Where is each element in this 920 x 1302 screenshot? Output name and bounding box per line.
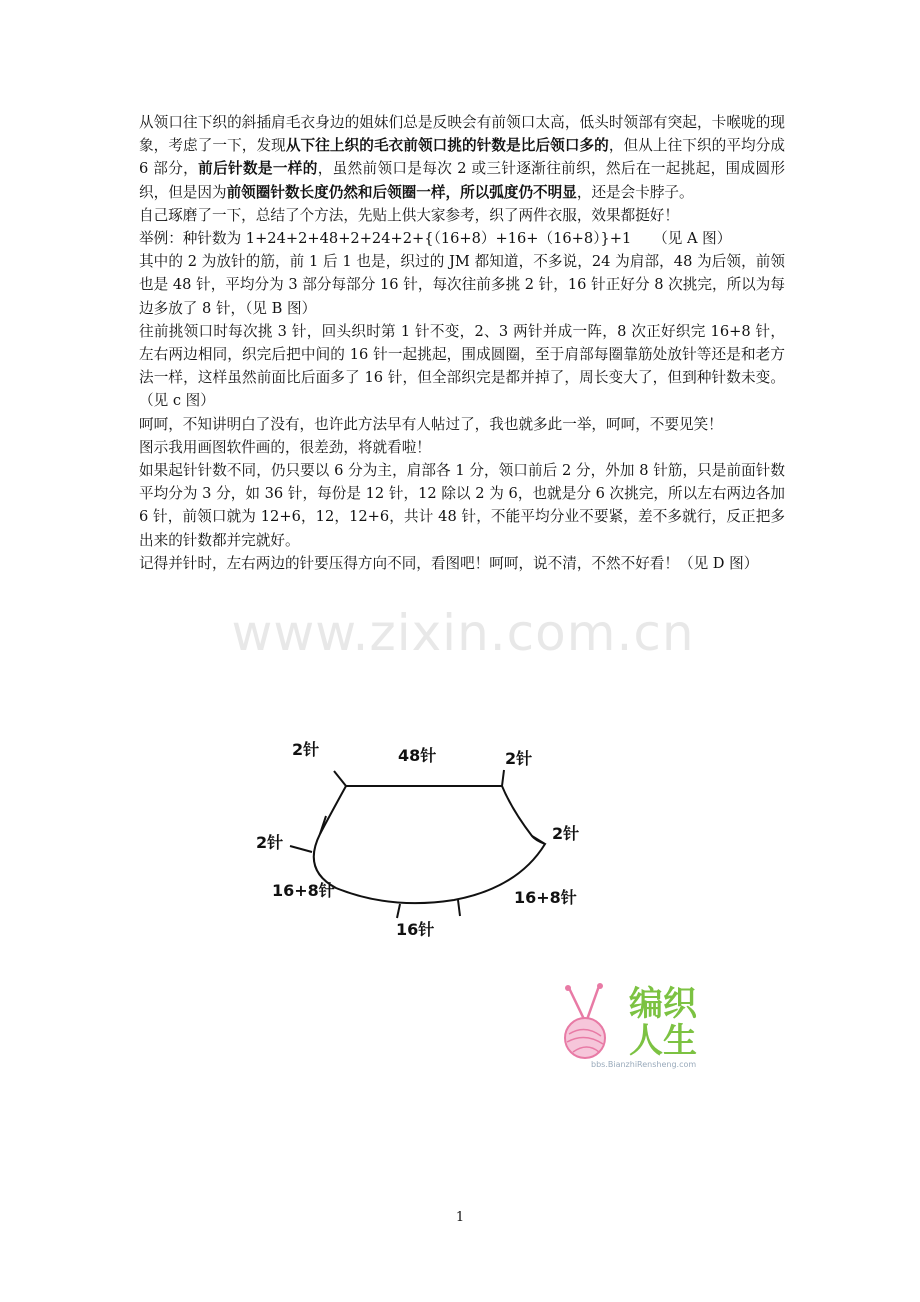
logo-line-2: 人生 [629, 1021, 697, 1061]
tick-top-left [334, 771, 346, 786]
text-run: ，还是会卡脖子。 [576, 183, 694, 201]
paragraph-4: 其中的 2 为放针的筋，前 1 后 1 也是，织过的 JM 都知道，不多说，24 为肩部，48 为后领，前领也是 48 针，平均分为 3 部分每部分 16 针，每次往前多挑 2 针，16 针正好分 8 次挑完，所以为每边多放了 8 针，（见 B 图） [139, 253, 785, 317]
label-bottom-left: 16+8针 [272, 881, 335, 900]
tick-mid-left-2 [290, 846, 312, 852]
paragraph-9: 记得并针时，左右两边的针要压得方向不同，看图吧！呵呵，说不清，不然不好看！（见 D 图） [139, 554, 759, 572]
label-bottom-center: 16针 [396, 920, 435, 939]
site-logo [555, 980, 735, 1075]
label-mid-right: 2针 [552, 824, 580, 843]
text-run: 从领口往下织的斜插肩毛衣身边的姐妹们总是反映会有前领口太高，低头时领部有突起，卡喉咙的现象，考虑了一下，发现 [139, 114, 785, 155]
logo-url: bbs.BianzhiRensheng.com [591, 1060, 697, 1069]
label-top-left: 2针 [292, 740, 320, 759]
logo-line-1: 编织 [629, 984, 697, 1024]
tick-mid-right [532, 836, 545, 844]
label-mid-left: 2针 [256, 833, 284, 852]
emphasis-text: 前领圈针数长度仍然和后领圈一样，所以弧度仍不明显 [226, 183, 577, 201]
emphasis-text: 前后针数是一样的 [198, 160, 318, 178]
label-bottom-right: 16+8针 [514, 888, 577, 907]
label-top-center: 48针 [398, 746, 437, 765]
neck-outline [314, 786, 545, 903]
tick-top-right [502, 770, 504, 786]
page-number: 1 [455, 1210, 465, 1225]
tick-bottom-mid-left [397, 904, 400, 918]
paragraph-6: 呵呵，不知讲明白了没有，也许此方法早有人帖过了，我也就多此一举，呵呵，不要见笑！ [139, 415, 723, 433]
paragraph-3: 举例：种针数为 1+24+2+48+2+24+2+{（16+8）+16+（16+8）}+1 （见 A 图） [139, 230, 732, 248]
paragraph-8: 如果起针针数不同，仍只要以 6 分为主，肩部各 1 分，领口前后 2 分，外加 8 针筋，只是前面针数平均分为 3 分，如 36 针，每份是 12 针，12 除以 2 为 6，也就是分 6 次挑完，所以左右两边各加 6 针，前领口就为 12+6，12，12+6，共计 48 针，不能平均分业不要紧，差不多就行，反正把多出来的针数都并完就好。 [139, 462, 785, 549]
tick-bottom-mid-right [458, 900, 460, 916]
paragraph-5: 往前挑领口时每次挑 3 针，回头织时第 1 针不变，2、3 两针并成一阵，8 次正好织完 16+8 针，左右两边相同，织完后把中间的 16 针一起挑起，围成圆圈，至于肩部每圈靠筋处放针等还是和老方法一样，这样虽然前面比后面多了 16 针，但全部织完是都并掉了，周长变大了，但到种针数未变。（见 c 图） [139, 322, 785, 410]
text-run: ，但从上往下织的平均分成 6 部分， [139, 137, 785, 178]
watermark: www.zixin.com.cn [231, 604, 695, 662]
paragraph-2: 自己琢磨了一下，总结了个方法，先贴上供大家参考，织了两件衣服，效果都挺好！ [139, 206, 679, 224]
paragraph-7: 图示我用画图软件画的，很差劲，将就看啦！ [139, 438, 431, 456]
emphasis-text: 从下往上织的毛衣前领口挑的针数是比后领口多的 [285, 137, 609, 155]
neckline-diagram [250, 730, 590, 945]
article-body [139, 111, 785, 575]
text-run: ，虽然前领口是每次 2 或三针逐渐往前织，然后在一起挑起，围成圆形织，但是因为 [139, 160, 785, 201]
yarn-ball-icon [565, 983, 605, 1058]
paragraph-1 [139, 111, 785, 204]
label-top-right: 2针 [505, 749, 533, 768]
